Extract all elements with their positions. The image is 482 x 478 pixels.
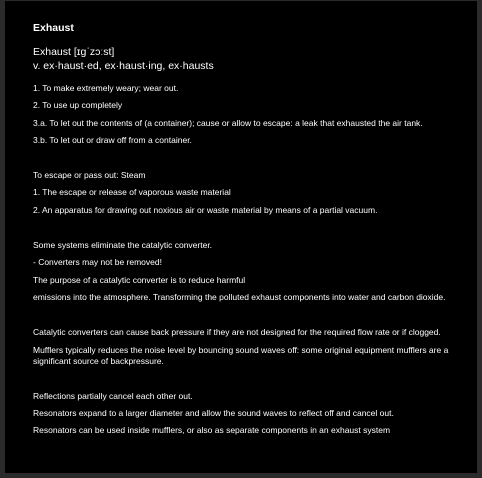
definition-line: 3.b. To let out or draw off from a container. <box>33 134 192 145</box>
paragraph-gap <box>33 309 477 327</box>
headword: Exhaust [ɪgˈzɔːst] <box>33 46 115 58</box>
catalytic-line: emissions into the atmosphere. Transforming the polluted exhaust components into water and carbon dioxide. <box>33 291 446 302</box>
steam-line: 1. The escape or release of vaporous waste material <box>33 187 231 198</box>
definition-line: 1. To make extremely weary; wear out. <box>33 83 179 93</box>
verb-forms: v. ex·haust·ed, ex·haust·ing, ex·hausts <box>33 60 214 72</box>
definition-line: 2. To use up completely <box>33 100 123 111</box>
resonator-line: Reflections partially cancel each other out. <box>33 390 193 401</box>
resonator-line: Resonators can be used inside mufflers, or also as separate components in an exhaust system <box>33 425 391 436</box>
steam-line: To escape or pass out: Steam <box>33 170 146 181</box>
steam-line: 2. An apparatus for drawing out noxious air or waste material by means of a partial vacuum. <box>33 204 378 215</box>
muffler-line: Catalytic converters can cause back pressure if they are not designed for the required flow rate or if clogged. <box>33 327 441 338</box>
catalytic-line: - Converters may not be removed! <box>33 257 162 268</box>
paragraph-gap <box>33 222 477 240</box>
document-page <box>5 1 477 473</box>
catalytic-line: Some systems eliminate the catalytic converter. <box>33 240 213 251</box>
paragraph-gap <box>33 373 477 391</box>
catalytic-line: The purpose of a catalytic converter is to reduce harmful <box>33 274 246 285</box>
page-title: Exhaust <box>33 22 74 34</box>
definition-line: 3.a. To let out the contents of (a container); cause or allow to escape: a leak that exhausted the air tank. <box>33 117 423 128</box>
muffler-line: Mufflers typically reduces the noise level by bouncing sound waves off: some original equipment mufflers are a significant source of backpressure. <box>33 344 449 366</box>
resonator-line: Resonators expand to a larger diameter and allow the sound waves to reflect off and cancel out. <box>33 408 394 419</box>
paragraph-gap <box>33 152 477 170</box>
